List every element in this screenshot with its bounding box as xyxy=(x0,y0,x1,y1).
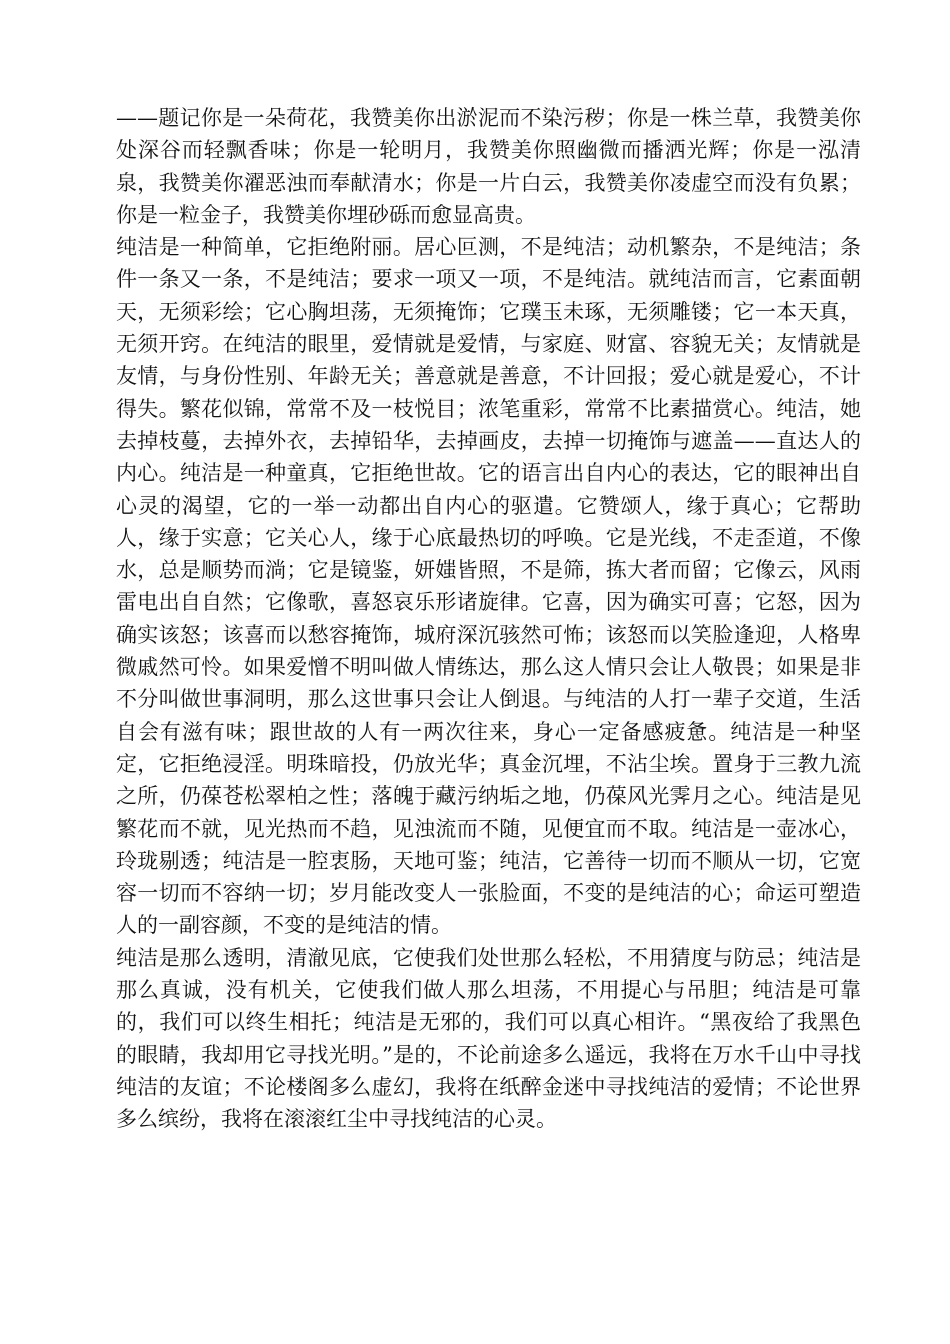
paragraph-simplicity: 纯洁是一种简单，它拒绝附丽。居心叵测，不是纯洁；动机繁杂，不是纯洁；条件一条又一条，不是纯洁；要求一项又一项，不是纯洁。就纯洁而言，它素面朝天，无须彩绘；它心胸坦荡，无须掩饰；它璞玉未琢，无须雕镂；它一本天真，无须开窍。在纯洁的眼里，爱情就是爱情，与家庭、财富、容貌无关；友情就是友情，与身份性别、年龄无关；善意就是善意，不计回报；爱心就是爱心，不计得失。繁花似锦，常常不及一枝悦目；浓笔重彩，常常不比素描赏心。纯洁，她去掉枝蔓，去掉外衣，去掉铅华，去掉画皮，去掉一切掩饰与遮盖——直达人的内心。纯洁是一种童真，它拒绝世故。它的语言出自内心的表达，它的眼神出自心灵的渴望，它的一举一动都出自内心的驱遣。它赞颂人，缘于真心；它帮助人，缘于实意；它关心人，缘于心底最热切的呼唤。它是光线，不走歪道，不像水，总是顺势而淌；它是镜鉴，妍媸皆照，不是筛，拣大者而留；它像云，风雨雷电出自自然；它像歌，喜怒哀乐形诸旋律。它喜，因为确实可喜；它怒，因为确实该怒；该喜而以愁容掩饰，城府深沉骇然可怖；该怒而以笑脸逢迎，人格卑微戚然可怜。如果爱憎不明叫做人情练达，那么这人情只会让人敬畏；如果是非不分叫做世事洞明，那么这世事只会让人倒退。与纯洁的人打一辈子交道，生活自会有滋有味；跟世故的人有一两次往来，身心一定备感疲惫。纯洁是一种坚定，它拒绝浸淫。明珠暗投，仍放光华；真金沉埋，不沾尘埃。置身于三教九流之所，仍葆苍松翠柏之性；落魄于藏污纳垢之地，仍葆风光霁月之心。纯洁是见繁花而不就，见光热而不趋，见浊流而不随，见便宜而不取。纯洁是一壶冰心，玲珑剔透；纯洁是一腔衷肠，天地可鉴；纯洁，它善待一切而不顺从一切，它宽容一切而不容纳一切；岁月能改变人一张脸面，不变的是纯洁的心；命运可塑造人的一副容颜，不变的是纯洁的情。 xyxy=(116,235,861,938)
paragraph-epigraph: ——题记你是一朵荷花，我赞美你出淤泥而不染污秽；你是一株兰草，我赞美你处深谷而轻飘香味；你是一轮明月，我赞美你照幽微而播洒光辉；你是一泓清泉，我赞美你濯恶浊而奉献清水；你是一片白云，我赞美你凌虚空而没有负累；你是一粒金子，我赞美你埋砂砾而愈显高贵。 xyxy=(116,106,861,227)
paragraph-conclusion: 纯洁是那么透明，清澈见底，它使我们处世那么轻松，不用猜度与防忌；纯洁是那么真诚，没有机关，它使我们做人那么坦荡，不用提心与吊胆；纯洁是可靠的，我们可以终生相托；纯洁是无邪的，我们可以真心相许。“黑夜给了我黑色的眼睛，我却用它寻找光明。”是的，不论前途多么遥远，我将在万水千山中寻找纯洁的友谊；不论楼阁多么虚幻，我将在纸醉金迷中寻找纯洁的爱情；不论世界多么缤纷，我将在滚滚红尘中寻找纯洁的心灵。 xyxy=(116,945,861,1132)
document-body xyxy=(116,102,861,1136)
